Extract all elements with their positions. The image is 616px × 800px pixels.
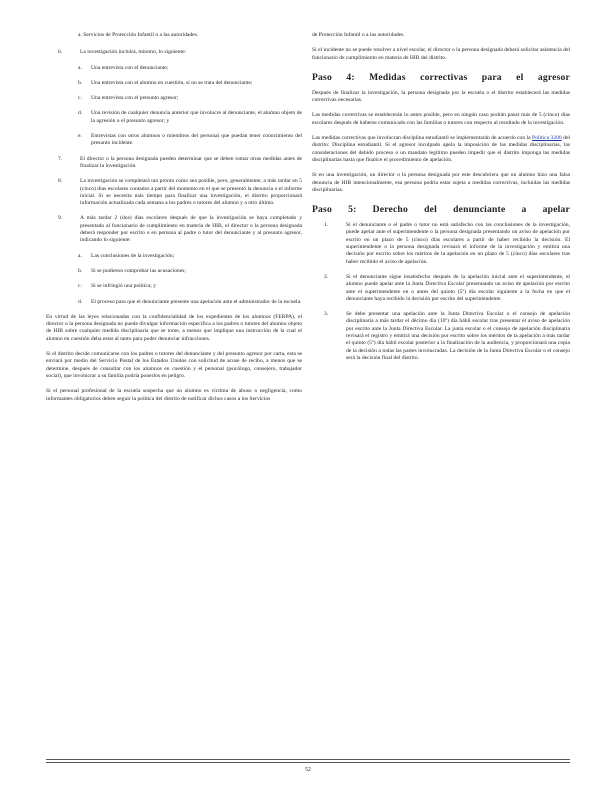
page-number: 52 [305,767,311,773]
sub-number: d. [78,110,83,117]
sub-text: Entrevistas con otros alumnos o miembros del personal que puedan tener conocimiento del presunto incidente. [91,133,302,147]
sub-number: c. [78,95,82,102]
list-number: 7. [58,155,63,162]
sub-item [46,95,302,102]
right-column [312,32,570,370]
sub-number: e. [78,133,82,140]
footer-rule [46,759,570,760]
paragraph-letter: Si el distrito decide comunicarse con los padres o tutores del denunciante y del presunto agresor por carta, esta se enviará por medio del Servicio Postal de los Estados Unidos con solicitud de acuse de recibo, a menos que se determine, después de consultar con los alumnos en cuestión y el personal (psicólogo, consejero, trabajador social), que involucrar a su familia podría ponerlos en peligro. [46,351,302,379]
paragraph: Si en una investigación, un director o la persona designada por este descubriera que un alumno hizo una falsa denuncia de HIB intencionalmente, esa persona podría estar sujeta a medidas correctivas, incluidas las medidas disciplinarias. [312,172,570,193]
sub-item [46,133,302,148]
sub-number: d. [78,298,83,305]
sub-text: Una revisión de cualquier denuncia anterior que involucre al denunciante, el alumno objeto de la agresión o el presunto agresor; y [91,110,302,124]
list-number: 3. [324,311,329,318]
paragraph-assistance: Si el incidente no se puede resolver a nivel escolar, el director o la persona designada deberá solicitar asistencia del funcionario de cumplimiento en materia de HIB del distrito. [312,47,570,61]
list-number: 2. [324,273,329,280]
sub-item [46,268,302,275]
list-number: 1. [324,222,329,229]
footer-rule [46,762,570,763]
list-text: Se debe presentar una apelación ante la Junta Directiva Escolar o el consejo de apelación disciplinaria a más tardar el décimo día (10º) día hábil escolar tras presentar el aviso de apelación por escrito ante la Junta Directiva Escolar. La junta escolar o el consejo de apelación disciplinaria revisará el registro y emitirá una decisión por escrito sobre los méritos de la apelación a más tardar el quinto (5º) día hábil escolar posterior a la finalización de la audiencia, y proporcionará una copia de la decisión a todas las partes involucradas. La decisión de la Junta Directiva Escolar o el consejo será la decisión final del distrito. [346,311,570,361]
list-item-9 [46,215,302,244]
text: del distrito: Disciplina estudiantil. Si el agresor inculpado apela la imposición de las medidas disciplinarias, las consideraciones del debido proceso o un mandato legítimo pueden impedir que el distrito imponga las medidas disciplinarias hasta que finalice el procedimiento de apelación. [312,135,570,163]
policy-link[interactable]: Política 3200 [532,135,562,142]
sub-text: Una entrevista con el presunto agresor; [91,95,179,102]
sub-number: a. [78,64,82,71]
heading-step-5: Paso 5: Derecho del denunciante a apelar [312,204,570,216]
list-item-8 [46,178,302,207]
sub-text: Las conclusiones de la investigación; [91,252,175,259]
continued-text: de Protección Infantil o a las autoridades. [312,32,405,38]
appeal-step [312,222,570,266]
sub-text: Si se infringió una política; y [91,283,157,290]
sub-item [46,253,302,260]
sub-number: a. [78,252,82,259]
sub-text: El proceso para que el denunciante presente una apelación ante el administrador de la escuela. [91,298,302,305]
sub-number: c. [78,283,82,290]
sub-text: Una entrevista con el denunciante; [91,64,169,71]
list-text: Si el denunciante o el padre o tutor no está satisfecho con las conclusiones de la investigación, puede apelar ante el superintendente o la persona designada presentando un aviso de apelación por escrito en un plazo de 5 (cinco) días escolares a partir de haber recibido la decisión. El superintendente o la persona designada revisará el informe de la investigación y emitirá una decisión por escrito sobre los méritos de la apelación en un plazo de 5 (cinco) días escolares tras haber recibido el aviso de apelación. [346,222,570,265]
paragraph: Las medidas correctivas se establecerán lo antes posible, pero en ningún caso podrán pasar más de 5 (cinco) días escolares después de haberse comunicado con las familias o tutores con respecto al resultado de la investigación. [312,112,570,126]
list-item-6 [46,49,302,56]
sub-text: Una entrevista con el alumno en cuestión, si no se trata del denunciante; [91,79,253,86]
paragraph: Después de finalizar la investigación, la persona designada por la escuela o el distrito establecerá las medidas correctivas necesarias. [312,89,570,104]
continued-list-item: a. Servicios de Protección Infantil o a las autoridades. [78,32,199,38]
sub-number: b. [78,267,83,274]
sub-item [46,80,302,87]
sub-text: Si se pudieron comprobar las acusaciones; [91,267,186,274]
sub-item [46,110,302,125]
list-item-7 [46,156,302,171]
sub-number: b. [78,79,83,86]
paragraph-confidentiality: En virtud de las leyes relacionadas con la confidencialidad de los expedientes de los alumnos (FERPA), el director o la persona designada no puede divulgar información específica a los padres o tutores del alumno objeto de HIB sobre cualquier medida disciplinaria que se tome, a menos que implique una instrucción de la cual el alumno en cuestión deba estar al tanto para poder denunciar infracciones. [46,313,302,342]
paragraph-policy [312,135,570,164]
text: Las medidas correctivas que involucran disciplina estudiantil se implementarán de acuerdo con la [312,135,531,142]
left-column [46,32,302,411]
appeal-step [312,274,570,303]
list-text: El director o la persona designada pueden determinar que se deben tomar otras medidas antes de finalizar la investigación. [80,155,302,169]
paragraph-abuse: Si el personal profesional de la escuela sospecha que un alumno es víctima de abuso o negligencia, como informantes obligatorios deben seguir la política del distrito de notificar dichos casos a los Servicios [46,388,302,402]
heading-step-4: Paso 4: Medidas correctivas para el agresor [312,71,570,83]
list-number: 6. [58,49,63,56]
appeal-step [312,311,570,362]
list-text: A más tardar 2 (dos) días escolares después de que la investigación se haya completado y presentado al funcionario de cumplimiento en materia de HIB, el director o la persona designada deberá responder por escrito o en persona al padre o tutor del denunciante y al presunto agresor, indicando lo siguiente: [80,215,302,244]
list-number: 8. [58,178,63,185]
sub-item [46,299,302,306]
list-text: La investigación se completará tan pronto como sea posible, pero, generalmente, a más tardar en 5 (cinco) días escolares contados a partir del momento en el que se presentó la denuncia o el informe inicial. Si se necesita más tiempo para finalizar una investigación, el distrito proporcionará información actualizada cada semana a los padres o tutores del alumno y a otro último. [80,178,302,207]
list-text: La investigación incluirá, mínimo, lo siguiente: [80,49,187,56]
sub-item [46,65,302,72]
sub-item [46,283,302,290]
list-number: 9. [58,215,63,222]
list-text: Si el denunciante sigue insatisfecho después de la apelación inicial ante el superintendente, el alumno puede apelar ante la Junta Directiva Escolar presentando un aviso de apelación por escrito ante el superintendente en o antes del quinto (5º) día escolar siguiente a la fecha en que el denunciante haya recibido la decisión por escrito del superintendente. [346,273,570,302]
